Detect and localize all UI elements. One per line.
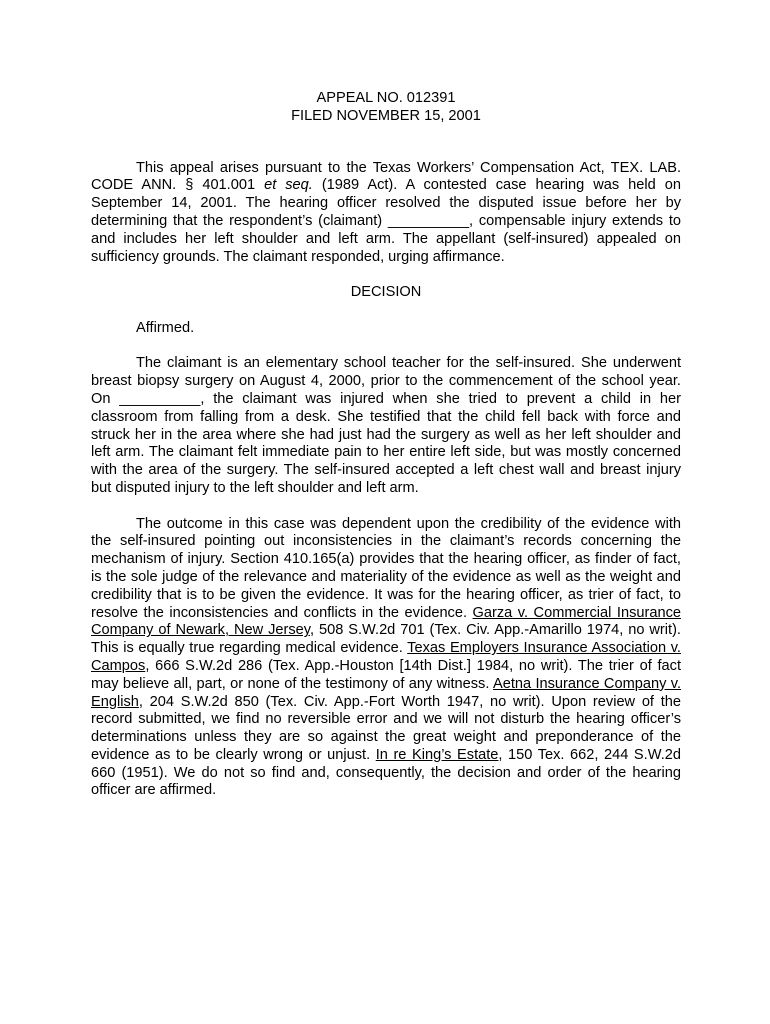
case-citation-garza: Garza v. Commercial Insurance Company of Newark, New Jersey (91, 604, 681, 639)
document-header (91, 90, 681, 126)
analysis-text-1: The outcome in this case was dependent upon the credibility of the evidence with the self-insured pointing out inconsistencies in the claimant’s records concerning the mechanism of injury. Section 410.165(a) provides that the hearing officer, as finder of fact, is the sole judge of the relevance and materiality of the evidence as well as the weight and credibility that is to be given the evidence. It was for the hearing officer, as trier of fact, to resolve the inconsistencies and conflicts in the evidence. (91, 515, 681, 621)
et-seq-italic: et seq. (264, 177, 313, 194)
intro-text-2: (1989 Act). A contested case hearing was held on September 14, 2001. The hearing officer resolved the disputed issue before her by determining that the respondent’s (claimant) __________, compensable injury extends to and includes her left shoulder and left arm. The appellant (self-insured) appealed on sufficiency grounds. The claimant responded, urging affirmance. (91, 177, 681, 265)
intro-text-1: This appeal arises pursuant to the Texas Workers’ Compensation Act, TEX. LAB. CODE ANN. § 401.001 (91, 159, 681, 194)
case-citation-kings-estate: In re King’s Estate (375, 746, 499, 763)
intro-paragraph (91, 160, 681, 267)
facts-paragraph: The claimant is an elementary school teacher for the self-insured. She underwent breast biopsy surgery on August 4, 2000, prior to the commencement of the school year. On __________, the claimant was injured when she tried to prevent a child in her classroom from falling from a desk. She testified that the child fell back with force and struck her in the area where she had just had the surgery as well as her left shoulder and left arm. The claimant felt immediate pain to her entire left side, but was mostly concerned with the area of the surgery. The self-insured accepted a left chest wall and breast injury but disputed injury to the left shoulder and left arm. (91, 355, 681, 496)
affirmed-paragraph: Affirmed. (136, 319, 195, 336)
analysis-paragraph (91, 516, 681, 801)
document-page (91, 90, 681, 800)
decision-heading: DECISION (350, 284, 422, 301)
analysis-text-5: , 150 Tex. 662, 244 S.W.2d 660 (1951). We do not so find and, consequently, the decision and order of the hearing officer are affirmed. (91, 746, 681, 799)
analysis-text-4: , 204 S.W.2d 850 (Tex. Civ. App.-Fort Worth 1947, no writ). Upon review of the record submitted, we find no reversible error and we will not disturb the hearing officer’s determinations unless they are so against the great weight and preponderance of the evidence as to be clearly wrong or unjust. (91, 693, 681, 763)
analysis-text-3: , 666 S.W.2d 286 (Tex. App.-Houston [14th Dist.] 1984, no writ). The trier of fact may believe all, part, or none of the testimony of any witness. (91, 657, 681, 692)
analysis-text-2: , 508 S.W.2d 701 (Tex. Civ. App.-Amarillo 1974, no writ). This is equally true regarding medical evidence. (91, 622, 681, 657)
case-citation-campos: Texas Employers Insurance Association v. Campos (91, 640, 681, 674)
filed-date: FILED NOVEMBER 15, 2001 (291, 107, 481, 124)
appeal-number: APPEAL NO. 012391 (316, 90, 456, 106)
case-citation-english: Aetna Insurance Company v. English (91, 675, 682, 710)
